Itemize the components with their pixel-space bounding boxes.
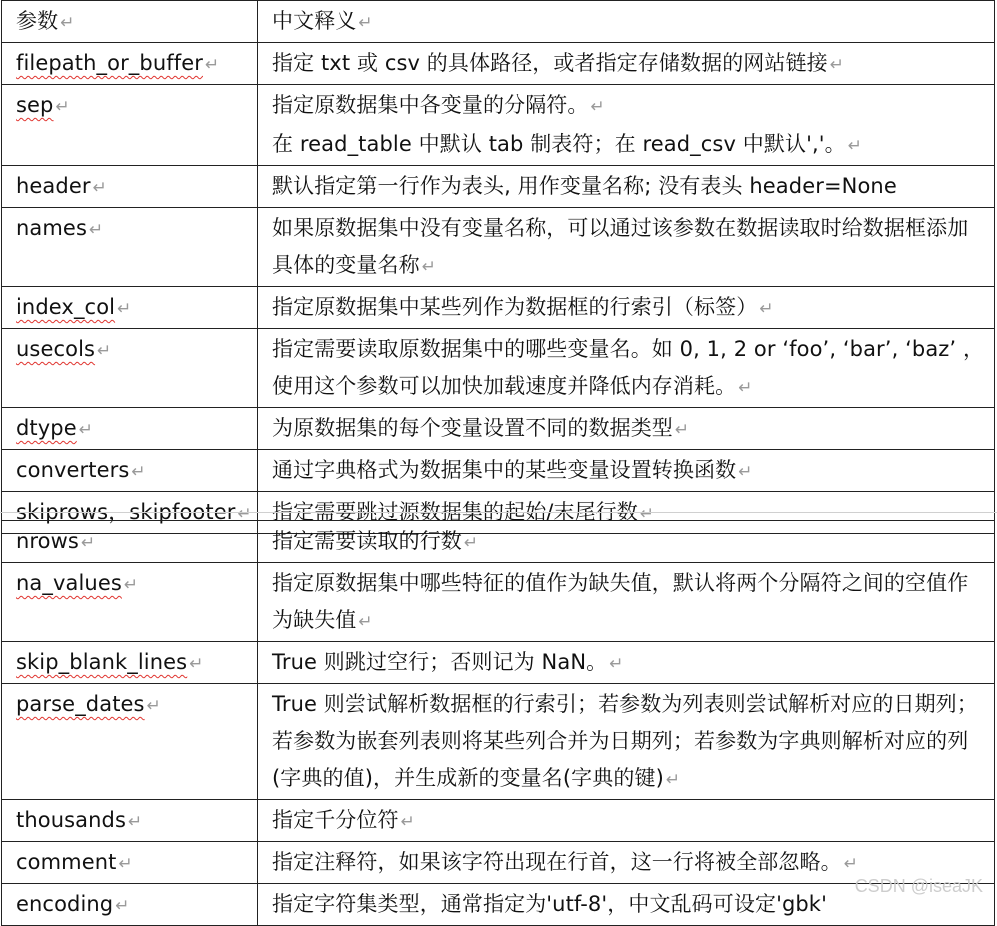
paragraph-mark-icon: ↵ — [131, 462, 146, 482]
param-desc-cell: 指定需要跳过源数据集的起始/末尾行数 ↵ — [258, 492, 995, 534]
table-row — [2, 800, 995, 842]
paragraph-mark-icon: ↵ — [609, 654, 624, 674]
param-name-cell: dtype ↵ — [2, 408, 258, 450]
page-break-divider — [0, 512, 997, 513]
param-name-cell: comment ↵ — [2, 842, 258, 884]
param-name-cell: skip_blank_lines ↵ — [2, 642, 258, 684]
paragraph-mark-icon: ↵ — [80, 533, 96, 553]
param-desc-cell: 通过字典格式为数据集中的某些变量设置转换函数 ↵ — [258, 450, 995, 492]
param-desc-cell: 指定原数据集中哪些特征的值作为缺失值，默认将两个分隔符之间的空值作为缺失值 ↵ — [258, 563, 995, 642]
header-cell-meaning: 中文释义 ↵ — [258, 1, 995, 43]
param-desc-cell: 指定注释符，如果该字符出现在行首，这一行将被全部忽略。 ↵ — [258, 842, 995, 884]
paragraph-mark-icon: ↵ — [118, 854, 133, 874]
table-row — [2, 563, 995, 642]
param-desc-cell: True 则跳过空行；否则记为 NaN。 ↵ — [258, 642, 995, 684]
param-desc-cell: 为原数据集的每个变量设置不同的数据类型 ↵ — [258, 408, 995, 450]
table-row — [2, 85, 995, 166]
param-name-cell: header ↵ — [2, 166, 258, 208]
paragraph-mark-icon: ↵ — [55, 97, 70, 117]
param-name-cell: filepath_or_buffer ↵ — [2, 43, 258, 85]
param-name-cell: thousands ↵ — [2, 800, 258, 842]
paragraph-mark-icon: ↵ — [590, 97, 605, 117]
param-desc-cell: 指定 txt 或 csv 的具体路径，或者指定存储数据的网站链接 ↵ — [258, 43, 995, 85]
param-name-cell: encoding ↵ — [2, 884, 258, 926]
param-desc-cell: 如果原数据集中没有变量名称，可以通过该参数在数据读取时给数据框添加具体的变量名称 ↵ — [258, 208, 995, 287]
table-row — [2, 43, 995, 85]
paragraph-mark-icon: ↵ — [738, 462, 753, 482]
paragraph-mark-icon: ↵ — [738, 378, 753, 398]
table-row — [2, 684, 995, 800]
parameter-table-part-1 — [1, 0, 995, 534]
paragraph-mark-icon: ↵ — [847, 136, 863, 156]
paragraph-mark-icon: ↵ — [829, 55, 845, 75]
param-name-cell: usecols ↵ — [2, 329, 258, 408]
table-row — [2, 521, 995, 563]
paragraph-mark-icon: ↵ — [97, 341, 112, 361]
paragraph-mark-icon: ↵ — [421, 257, 437, 277]
param-desc-cell: 指定需要读取的行数 ↵ — [258, 521, 995, 563]
param-desc-cell: 指定字符集类型，通常指定为'utf-8'，中文乱码可设定'gbk' — [258, 884, 995, 926]
paragraph-mark-icon: ↵ — [639, 504, 655, 524]
paragraph-mark-icon: ↵ — [189, 654, 204, 674]
paragraph-mark-icon: ↵ — [117, 299, 132, 319]
paragraph-mark-icon: ↵ — [463, 533, 479, 553]
param-desc-cell: True 则尝试解析数据框的行索引；若参数为列表则尝试解析对应的日期列；若参数为嵌套列表则将某些列合并为日期列；若参数为字典则解析对应的列(字典的值)，并生成新的变量名(字典的键) ↵ — [258, 684, 995, 800]
param-name-cell: nrows ↵ — [2, 521, 258, 563]
table-row — [2, 450, 995, 492]
param-desc-cell: 指定原数据集中各变量的分隔符。 ↵ 在 read_table 中默认 tab 制表符；在 read_csv 中默认','。 ↵ — [258, 85, 995, 166]
table-row — [2, 408, 995, 450]
param-name-cell: names ↵ — [2, 208, 258, 287]
paragraph-mark-icon: ↵ — [237, 504, 252, 524]
paragraph-mark-icon: ↵ — [115, 896, 130, 916]
table-row — [2, 842, 995, 884]
parameter-table-part-2 — [1, 520, 995, 926]
paragraph-mark-icon: ↵ — [78, 420, 94, 440]
table-row — [2, 329, 995, 408]
paragraph-mark-icon: ↵ — [843, 854, 859, 874]
param-name-cell: skiprows，skipfooter ↵ — [2, 492, 258, 534]
param-name-cell: na_values ↵ — [2, 563, 258, 642]
paragraph-mark-icon: ↵ — [92, 178, 107, 198]
paragraph-mark-icon: ↵ — [665, 770, 681, 790]
csdn-watermark: CSDN @iseaJK — [854, 876, 983, 896]
header-cell-param: 参数 ↵ — [2, 1, 258, 43]
param-desc-cell: 指定需要读取原数据集中的哪些变量名。如 0, 1, 2 or ‘foo’, ‘bar’, ‘baz’ ，使用这个参数可以加快加载速度并降低内存消耗。 ↵ — [258, 329, 995, 408]
param-name-cell: parse_dates ↵ — [2, 684, 258, 800]
table-row — [2, 642, 995, 684]
table-row — [2, 208, 995, 287]
param-desc-cell: 指定原数据集中某些列作为数据框的行索引（标签） ↵ — [258, 287, 995, 329]
paragraph-mark-icon: ↵ — [400, 812, 415, 832]
param-desc-cell: 指定千分位符 ↵ — [258, 800, 995, 842]
param-name-cell: sep ↵ — [2, 85, 258, 166]
paragraph-mark-icon: ↵ — [674, 420, 690, 440]
paragraph-mark-icon: ↵ — [146, 696, 161, 716]
paragraph-mark-icon: ↵ — [759, 299, 774, 319]
param-desc-cell: 默认指定第一行作为表头, 用作变量名称; 没有表头 header=None — [258, 166, 995, 208]
paragraph-mark-icon: ↵ — [358, 612, 373, 632]
param-name-cell: index_col ↵ — [2, 287, 258, 329]
paragraph-mark-icon: ↵ — [89, 220, 104, 240]
table-row — [2, 287, 995, 329]
paragraph-mark-icon: ↵ — [205, 55, 220, 75]
paragraph-mark-icon: ↵ — [358, 13, 373, 33]
paragraph-mark-icon: ↵ — [123, 575, 139, 595]
paragraph-mark-icon: ↵ — [128, 812, 143, 832]
param-name-cell: converters ↵ — [2, 450, 258, 492]
table-row — [2, 166, 995, 208]
table-header-row — [2, 1, 995, 43]
paragraph-mark-icon: ↵ — [60, 13, 75, 33]
